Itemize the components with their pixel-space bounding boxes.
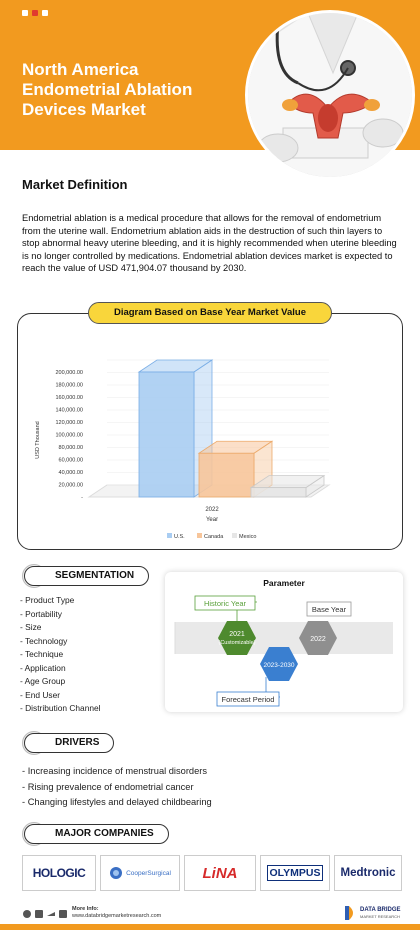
- more-info: [72, 906, 161, 920]
- twitter-icon: [47, 912, 55, 916]
- list-item: - Distribution Channel: [20, 702, 101, 716]
- x-axis-label: Year: [205, 517, 219, 523]
- segmentation-label: SEGMENTATION: [24, 566, 149, 586]
- list-item: - End User: [20, 689, 101, 703]
- list-item: - Increasing incidence of menstrual disorders: [22, 764, 212, 780]
- bar: [139, 372, 194, 497]
- page-title-line: Endometrial Ablation: [22, 80, 193, 99]
- company-logos: [22, 855, 402, 891]
- chart-title: Diagram Based on Base Year Market Value: [88, 302, 332, 324]
- y-tick-label: 160,000.00: [55, 395, 83, 401]
- page-title-line: North America: [22, 60, 139, 79]
- list-item: - Technology: [20, 635, 101, 649]
- header-dot: [32, 10, 38, 16]
- forecast-label: Forecast Period: [221, 695, 275, 704]
- page-title-line: Devices Market: [22, 100, 146, 119]
- list-item: - Application: [20, 662, 101, 676]
- legend-label: U.S.: [174, 534, 185, 540]
- header-dots: [22, 10, 48, 16]
- y-tick-label: 100,000.00: [55, 432, 83, 439]
- header-dot: [22, 10, 28, 16]
- doctor-illustration: [248, 13, 415, 180]
- coopersurgical-logo-text: CooperSurgical: [126, 869, 171, 877]
- list-item: - Rising prevalence of endometrial cancer: [22, 780, 212, 796]
- bar: [199, 453, 254, 497]
- website-link[interactable]: www.databridgemarketresearch.com: [72, 913, 162, 919]
- y-tick-label: 200,000.00: [55, 370, 83, 376]
- olympus-logo: [260, 855, 330, 891]
- doctor-uterus-model-photo: [245, 10, 415, 180]
- data-bridge-tagline: MARKET RESEARCH: [360, 914, 400, 919]
- drivers-list: [22, 764, 212, 811]
- forecast-value: 2023-2030: [263, 662, 295, 669]
- more-info-label: More Info:: [72, 906, 99, 912]
- y-tick-label: 180,000.00: [55, 382, 83, 389]
- data-bridge-mark-icon: [344, 904, 358, 922]
- bar-chart: [17, 330, 403, 550]
- coopersurgical-mark-icon: [109, 866, 123, 880]
- segmentation-list: [20, 594, 101, 716]
- historic-sub: (Customizable): [218, 640, 256, 646]
- olympus-logo-text: OLYMPUS: [267, 865, 324, 881]
- list-item: - Changing lifestyles and delayed childbearing: [22, 795, 212, 811]
- historic-value: 2021: [229, 631, 245, 638]
- y-tick-label: 40,000.00: [58, 470, 83, 476]
- legend-label: Canada: [204, 534, 224, 540]
- whatsapp-icon: [23, 910, 31, 918]
- coopersurgical-logo: [100, 855, 180, 891]
- linkedin-icon: [59, 910, 67, 918]
- parameter-diagram: [165, 572, 403, 712]
- base-label: Base Year: [311, 605, 347, 614]
- y-tick-label: 140,000.00: [55, 407, 83, 414]
- legend-swatch: [167, 533, 172, 538]
- bar: [251, 488, 306, 497]
- y-tick-label: 60,000.00: [58, 457, 83, 464]
- list-item: - Size: [20, 621, 101, 635]
- parameter-title: Parameter: [263, 578, 305, 588]
- hologic-logo: [22, 855, 96, 891]
- y-tick-label: 120,000.00: [55, 420, 83, 426]
- y-tick-label: -: [81, 495, 83, 501]
- legend-label: Mexico: [239, 534, 257, 540]
- medtronic-logo: [334, 855, 402, 891]
- historic-label: Historic Year: [203, 599, 247, 608]
- lina-logo-text: LiNA: [202, 864, 238, 882]
- list-item: - Product Type: [20, 594, 101, 608]
- list-item: - Portability: [20, 608, 101, 622]
- list-item: - Age Group: [20, 675, 101, 689]
- y-tick-label: 80,000.00: [58, 445, 83, 451]
- hologic-logo-text: HOLOGIC: [32, 866, 86, 880]
- drivers-label: DRIVERS: [24, 733, 114, 753]
- companies-label: MAJOR COMPANIES: [24, 824, 169, 844]
- header-dot: [42, 10, 48, 16]
- y-axis-label: USD Thousand: [35, 421, 41, 459]
- page-title: [22, 60, 232, 120]
- social-icons: [22, 908, 72, 920]
- list-item: - Technique: [20, 648, 101, 662]
- x-tick-label: 2022: [205, 507, 219, 513]
- bottom-bar: [0, 924, 420, 930]
- medtronic-logo-text: Medtronic: [340, 867, 396, 879]
- y-tick-label: 20,000.00: [58, 482, 83, 489]
- market-definition-heading: Market Definition: [22, 177, 128, 192]
- lina-logo: [184, 855, 256, 891]
- legend-swatch: [197, 533, 202, 538]
- legend-swatch: [232, 533, 237, 538]
- base-value: 2022: [310, 636, 326, 643]
- data-bridge-name: DATA BRIDGE: [360, 907, 401, 913]
- footer: [22, 904, 402, 922]
- facebook-icon: [35, 910, 43, 918]
- market-definition-text: Endometrial ablation is a medical procedure that allows for the removal of endometrium from the uterine wall. Endometrium ablation aids in the destruction of such thin layers to stop abnormal heavy uterine bleeding, and it is highly recommended when uterine bleeding is no longer controlled by medications. Endometrial ablation devices market is expected to reach the value of USD 471,904.07 thousand by 2030.: [22, 213, 397, 273]
